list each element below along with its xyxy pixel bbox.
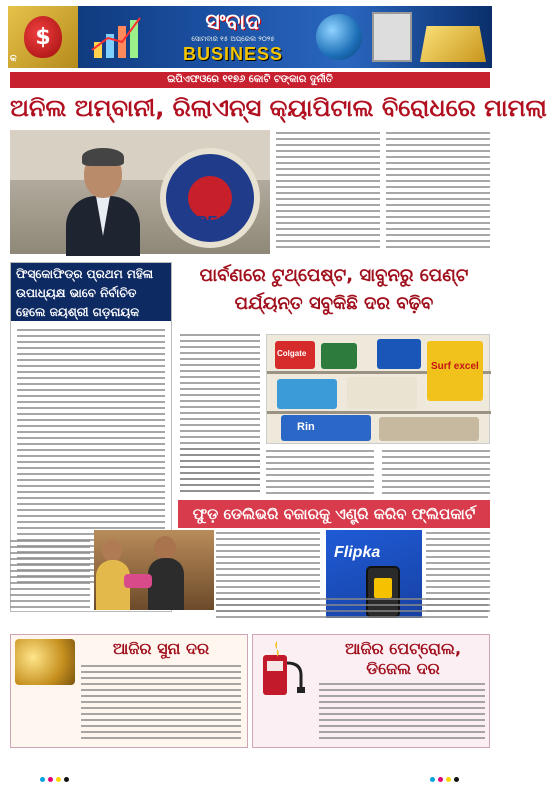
- gold-bars-icon: [420, 26, 486, 62]
- product-label-surf: Surf excel: [431, 361, 479, 372]
- story1-photo: [10, 130, 270, 254]
- gold-jewellery-icon: [15, 639, 75, 685]
- masthead-date: ସୋମବାର ୧୫ ଅପ୍ରେଲ ୨୦୨୫: [191, 35, 275, 43]
- section-title: BUSINESS: [182, 44, 284, 64]
- fuel-rate-title-line2: ଡିଜେଲ ଦର: [366, 659, 440, 678]
- story2-body-col2: [266, 450, 374, 498]
- money-bag-icon: $: [24, 16, 62, 58]
- story3-body-col3: [10, 540, 90, 612]
- fuel-rate-title-line1: ଆଜିର ପେଟ୍ରୋଲ,: [344, 639, 462, 658]
- story3-body-col4: [216, 598, 488, 622]
- calculator-icon: [372, 12, 412, 62]
- chart-icon: [90, 14, 154, 60]
- globe-icon: [316, 14, 362, 60]
- masthead-logo: ସଂବାଦ: [205, 9, 261, 35]
- story-left-headline[interactable]: ଫିସ୍‌କୋଫିଡ୍‌ର ପ୍ରଥମ ମହିଳା ଉପାଧ୍ୟକ୍ଷ ଭାବେ ନିର୍ବାଚିତ ହେଲେ ଜୟଶ୍ରୀ ଗଡ଼ନାୟକ: [11, 263, 171, 321]
- gold-rate-title: ଆଜିର ସୁନା ଦର: [112, 639, 210, 658]
- epfo-emblem: [160, 148, 260, 248]
- story1-headline[interactable]: ଅନିଲ ଅମ୍ବାନୀ, ରିଲାଏନ୍ସ କ୍ୟାପିଟାଲ ବିରୋଧରେ ମାମଲା: [10, 94, 547, 122]
- fuel-rate-panel: [252, 634, 490, 748]
- story2-body-col3: [382, 450, 490, 498]
- masthead: [8, 6, 492, 68]
- product-label-colgate: Colgate: [277, 349, 307, 358]
- money-illustration: [8, 6, 78, 68]
- person-figure: [66, 152, 140, 254]
- shopping-bag-icon: [374, 578, 392, 598]
- masthead-logo-block: [158, 10, 308, 64]
- print-registration-marks: [0, 772, 500, 787]
- flipkart-logo: Flipka: [334, 544, 381, 561]
- story3-photo-people: [94, 530, 214, 610]
- story1-kicker: ଇପିଏଫଓରେ ୧୧୭୬ କୋଟି ଟଙ୍କାର ଦୁର୍ନୀତି: [10, 72, 490, 88]
- gold-rate-panel: [10, 634, 248, 748]
- story2-headline[interactable]: ପାର୍ବଣରେ ଟୁଥ୍‌ପେଷ୍ଟ, ସାବୁନରୁ ପେଣ୍ଟ ପର୍ଯ୍ୟନ୍ତ ସବୁକିଛି ଦର ବଢ଼ିବ: [199, 265, 469, 314]
- corner-label: କ: [10, 54, 17, 64]
- story1-body: [276, 132, 490, 256]
- epfo-label: EPFO: [186, 214, 230, 231]
- story3-headline[interactable]: ଫୁଡ଼ ଡେଲିଭରି ବଜାରକୁ ଏଣ୍ଟ୍ରି କରିବ ଫ୍ଲିପକାର୍ଟ: [178, 500, 490, 528]
- story2-photo: [266, 334, 490, 444]
- fuel-pump-icon: [257, 639, 313, 697]
- fuel-rate-title: [319, 639, 487, 679]
- fuel-rate-body: [319, 683, 485, 743]
- gold-rate-body: [81, 665, 241, 743]
- story2-body-col4: [180, 448, 260, 496]
- product-label-rin: Rin: [297, 421, 315, 433]
